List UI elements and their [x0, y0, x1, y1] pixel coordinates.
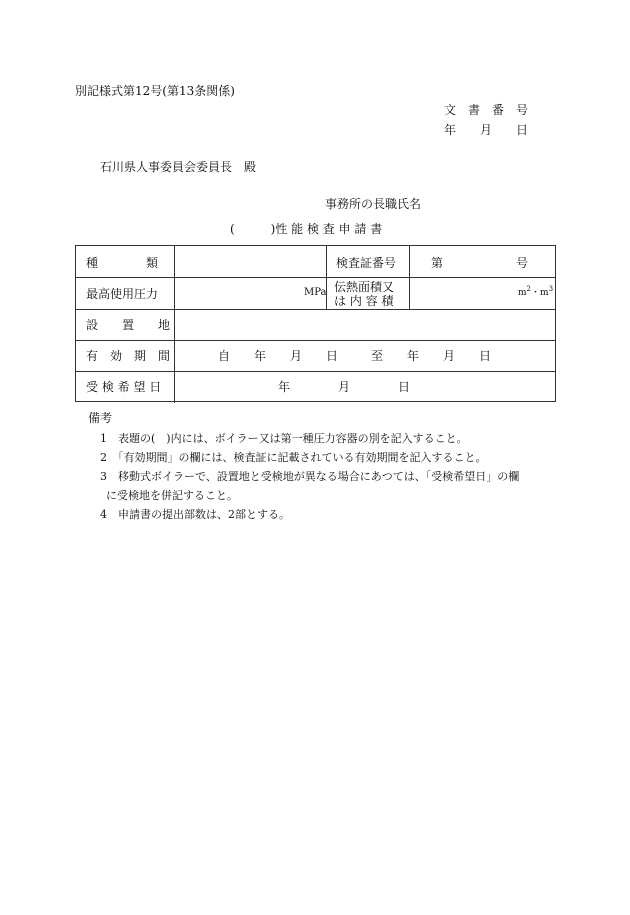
- desired-date-label: 受 検 希 望 日: [86, 380, 162, 394]
- area-unit: $m^2$・$m^3$: [518, 285, 554, 298]
- addressee: 石川県人事委員会委員長 殿: [100, 160, 257, 174]
- date-label: 年 月 日: [444, 123, 529, 137]
- note-item-3-continued: に受検地を併記すること。: [106, 489, 238, 502]
- form-title: ( )性 能 検 査 申 請 書: [230, 222, 383, 236]
- certificate-number-prefix: 第: [431, 256, 444, 270]
- application-form-table: [75, 245, 556, 402]
- heat-area-label-line2: は 内 容 積: [334, 294, 394, 308]
- validity-period-label: 有 効 期 間: [86, 349, 171, 363]
- note-item-2: 2 「有効期間」の欄には、検査証に記載されている有効期間を記入すること。: [100, 451, 487, 464]
- pressure-unit: MPa: [304, 287, 327, 298]
- heat-area-label-line1: 伝熱面積又: [334, 280, 395, 294]
- note-item-4: 4 申請書の提出部数は、2部とする。: [100, 508, 290, 521]
- certificate-number-label: 検査証番号: [336, 256, 397, 270]
- note-item-1: 1 表題の( )内には、ボイラー又は第一種圧力容器の別を記入すること。: [100, 432, 468, 445]
- form-number: 別記様式第12号(第13条関係): [75, 84, 235, 98]
- note-item-3: 3 移動式ボイラーで、設置地と受検地が異なる場合にあつては、「受検希望日」の欄: [100, 470, 520, 483]
- max-pressure-label: 最高使用圧力: [86, 287, 159, 301]
- applicant-name-label: 事務所の長職氏名: [325, 197, 422, 211]
- document-number-label: 文 書 番 号: [444, 103, 529, 117]
- type-value-field[interactable]: [176, 248, 324, 276]
- certificate-number-suffix: 号: [516, 256, 529, 270]
- validity-to: 至 年 月 日: [371, 349, 492, 363]
- validity-from: 自 年 月 日: [218, 349, 339, 363]
- location-label: 設 置 地: [86, 318, 171, 332]
- type-label: 種 類: [86, 256, 159, 270]
- desired-date-value: 年 月 日: [278, 380, 411, 394]
- notes-heading: 備考: [88, 411, 113, 425]
